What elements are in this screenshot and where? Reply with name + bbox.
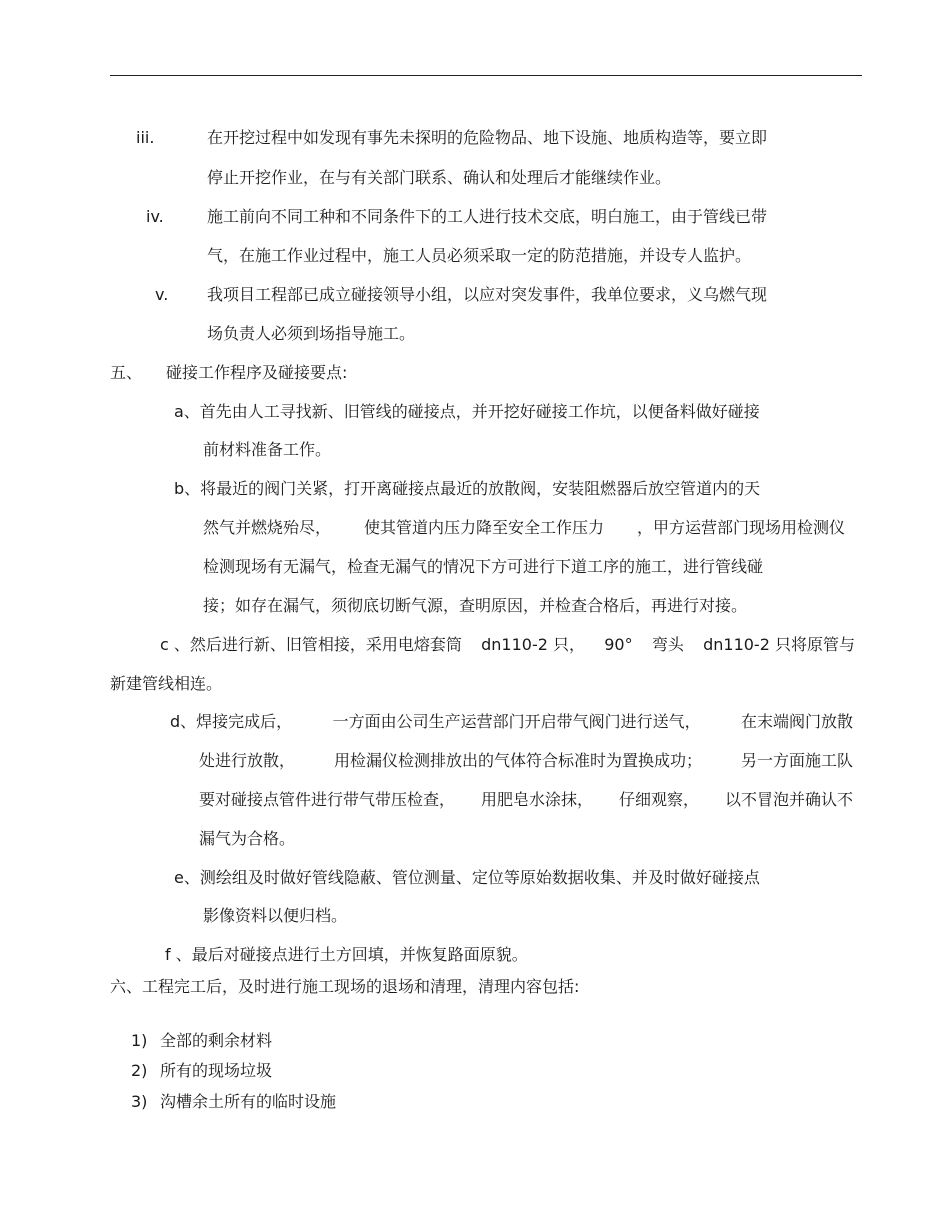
step-b-line-4: 接；如存在漏气，须彻底切断气源，查明原因，并检查合格后，再进行对接。 bbox=[203, 596, 748, 615]
section5-title: 碰接工作程序及碰接要点: bbox=[166, 363, 348, 382]
step-c-line-1-part-5: dn110-2 只将原管与 bbox=[703, 635, 855, 654]
section5-marker: 五、 bbox=[110, 363, 143, 382]
step-c-line-1-part-1: c 、然后进行新、旧管相接，采用电熔套筒 bbox=[160, 635, 462, 654]
step-d-line-1 bbox=[170, 712, 853, 732]
step-d-line-3-part-1: 要对碰接点管件进行带气带压检查， bbox=[199, 790, 456, 809]
step-b-line-3: 检测现场有无漏气，检查无漏气的情况下方可进行下道工序的施工，进行管线碰 bbox=[203, 557, 764, 576]
step-d-line-3-part-3: 仔细观察， bbox=[618, 790, 699, 809]
header-rule bbox=[110, 75, 862, 76]
step-c-line-1-part-4: 弯头 bbox=[651, 635, 684, 654]
roman-v-line-1: 我项目工程部已成立碰接领导小组，以应对突发事件，我单位要求，义乌燃气现 bbox=[207, 285, 768, 304]
roman-marker-iv: iv. bbox=[146, 207, 164, 226]
roman-iv-line-1: 施工前向不同工种和不同条件下的工人进行技术交底，明白施工，由于管线已带 bbox=[207, 207, 768, 226]
cleanup-item-1: 全部的剩余材料 bbox=[160, 1031, 273, 1050]
step-d-line-3-part-4: 以不冒泡并确认不 bbox=[724, 790, 853, 809]
step-c-line-1-part-3: 90° bbox=[604, 635, 633, 654]
cleanup-num-3: 3) bbox=[131, 1092, 148, 1111]
step-d-line-2-part-1: 处进行放散， bbox=[199, 751, 296, 770]
roman-marker-v: v. bbox=[155, 285, 169, 304]
roman-v-line-2: 场负责人必须到场指导施工。 bbox=[207, 324, 416, 343]
step-d-line-1-part-1: d、焊接完成后， bbox=[170, 712, 293, 731]
roman-iv-line-2: 气，在施工作业过程中，施工人员必须采取一定的防范措施，并设专人监护。 bbox=[207, 246, 752, 265]
step-a-line-1: a、首先由人工寻找新、旧管线的碰接点，并开挖好碰接工作坑，以便备料做好碰接 bbox=[174, 402, 760, 421]
cleanup-num-2: 2) bbox=[131, 1061, 148, 1080]
section6-heading: 六、工程完工后，及时进行施工现场的退场和清理，清理内容包括: bbox=[110, 977, 580, 996]
step-c-line-2: 新建管线相连。 bbox=[110, 674, 223, 693]
step-b-line-2-part-1: 然气并燃烧殆尽， bbox=[203, 518, 332, 537]
step-d-line-3-part-2: 用肥皂水涂抹， bbox=[480, 790, 593, 809]
step-d-line-2 bbox=[199, 751, 853, 771]
roman-iii-line-1: 在开挖过程中如发现有事先未探明的危险物品、地下设施、地质构造等，要立即 bbox=[207, 128, 768, 147]
step-d-line-2-part-3: 另一方面施工队 bbox=[740, 751, 853, 770]
step-e-line-2: 影像资料以便归档。 bbox=[203, 906, 348, 925]
step-a-line-2: 前材料准备工作。 bbox=[203, 440, 332, 459]
step-b-line-1: b、将最近的阀门关紧，打开离碰接点最近的放散阀，安装阻燃器后放空管道内的天 bbox=[174, 479, 761, 498]
step-b-line-2 bbox=[203, 518, 845, 538]
step-b-line-2-part-3: ，甲方运营部门现场用检测仪 bbox=[636, 518, 845, 537]
cleanup-item-2: 所有的现场垃圾 bbox=[160, 1061, 273, 1080]
roman-marker-iii: iii. bbox=[136, 128, 155, 147]
step-c-line-1 bbox=[160, 635, 855, 655]
step-d-line-2-part-2: 用检漏仪检测排放出的气体符合标准时为置换成功； bbox=[333, 751, 702, 770]
cleanup-item-3: 沟槽余土所有的临时设施 bbox=[160, 1092, 337, 1111]
step-f-line: f 、最后对碰接点进行土方回填，并恢复路面原貌。 bbox=[165, 945, 528, 964]
roman-iii-line-2: 停止开挖作业，在与有关部门联系、确认和处理后才能继续作业。 bbox=[207, 168, 672, 187]
step-b-line-2-part-2: 使其管道内压力降至安全工作压力 bbox=[363, 518, 604, 537]
step-d-line-3 bbox=[199, 790, 853, 810]
step-d-line-1-part-2: 一方面由公司生产运营部门开启带气阀门进行送气， bbox=[332, 712, 701, 731]
step-c-line-1-part-2: dn110-2 只， bbox=[481, 635, 586, 654]
cleanup-num-1: 1) bbox=[131, 1031, 148, 1050]
step-e-line-1: e、测绘组及时做好管线隐蔽、管位测量、定位等原始数据收集、并及时做好碰接点 bbox=[174, 868, 760, 887]
step-d-line-4: 漏气为合格。 bbox=[199, 829, 296, 848]
step-d-line-1-part-3: 在末端阀门放散 bbox=[740, 712, 853, 731]
